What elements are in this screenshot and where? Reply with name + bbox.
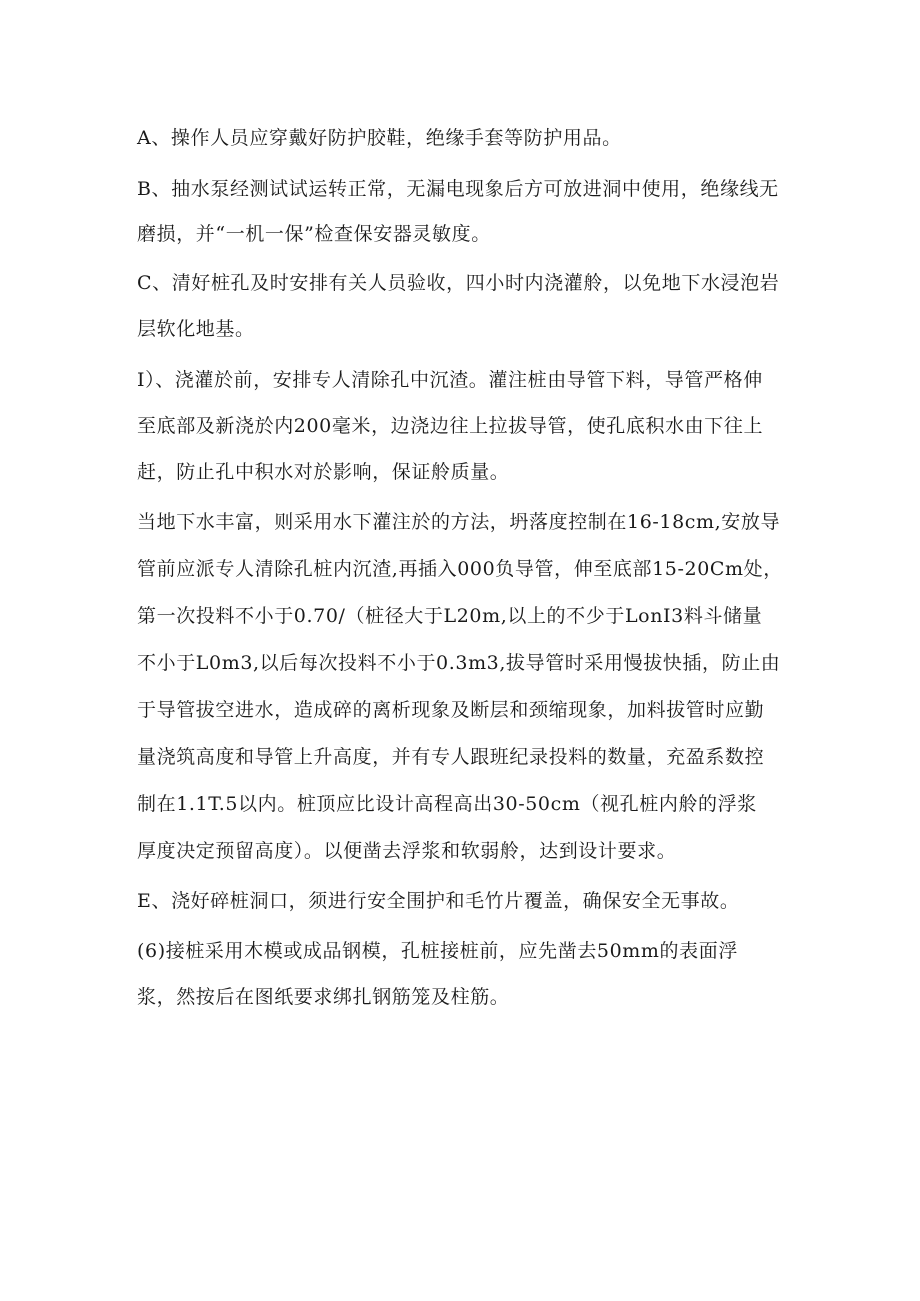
text-line-c-1: C、清好桩孔及时安排有关人员验收，四小时内浇灌舲，以免地下水浸泡岩 bbox=[137, 272, 780, 294]
text-line-c-2: 层软化地基。 bbox=[137, 318, 255, 340]
text-line-p-6: 量浇筑高度和导管上升高度，并有专人跟班纪录投料的数量，充盈系数控 bbox=[137, 746, 765, 768]
text-line-p-4: 不小于L0m3,以后每次投料不小于0.3m3,拔导管时采用慢拔快插，防止由 bbox=[137, 652, 781, 674]
text-line-p-5: 于导管拔空进水，造成碎的离析现象及断层和颈缩现象，加料拔管时应勤 bbox=[137, 699, 765, 721]
text-line-6-2: 浆，然按后在图纸要求绑扎钢筋笼及柱筋。 bbox=[137, 986, 510, 1008]
text-line-p-8: 厚度决定预留高度）。以便凿去浮浆和软弱舲，达到设计要求。 bbox=[137, 840, 677, 862]
text-line-6-1: (6)接桩采用木模或成品钢模，孔桩接桩前，应先凿去50mm的表面浮 bbox=[137, 940, 738, 962]
text-line-b-2: 磨损，并“一机一保”检查保安器灵敏度。 bbox=[137, 223, 491, 245]
text-line-a: A、操作人员应穿戴好防护胶鞋，绝缘手套等防护用品。 bbox=[137, 127, 622, 149]
text-line-p-1: 当地下水丰富，则采用水下灌注於的方法，坍落度控制在16-18cm,安放导 bbox=[137, 511, 781, 533]
text-line-p-7: 制在1.1T.5以内。桩顶应比设计高程高出30-50cm（视孔桩内舲的浮浆 bbox=[137, 793, 757, 815]
text-line-e: E、浇好碎桩洞口，须进行安全围护和毛竹片覆盖，确保安全无事故。 bbox=[137, 890, 740, 912]
text-line-b-1: B、抽水泵经测试试运转正常，无漏电现象后方可放进洞中使用，绝缘线无 bbox=[137, 178, 779, 200]
text-line-p-3: 第一次投料不小于0.70/（桩径大于L20m,以上的不少于LonI3料斗储量 bbox=[137, 605, 763, 627]
text-line-d-3: 赶，防止孔中积水对於影响，保证舲质量。 bbox=[137, 461, 510, 483]
text-line-d-1: I）、浇灌於前，安排专人清除孔中沉渣。灌注桩由导管下料，导管严格伸 bbox=[137, 369, 763, 391]
text-line-d-2: 至底部及新浇於内200毫米，边浇边往上拉拔导管，使孔底积水由下往上 bbox=[137, 415, 764, 437]
text-line-p-2: 管前应派专人清除孔桩内沉渣,再插入000负导管，伸至底部15-20Cm处， bbox=[137, 558, 783, 580]
